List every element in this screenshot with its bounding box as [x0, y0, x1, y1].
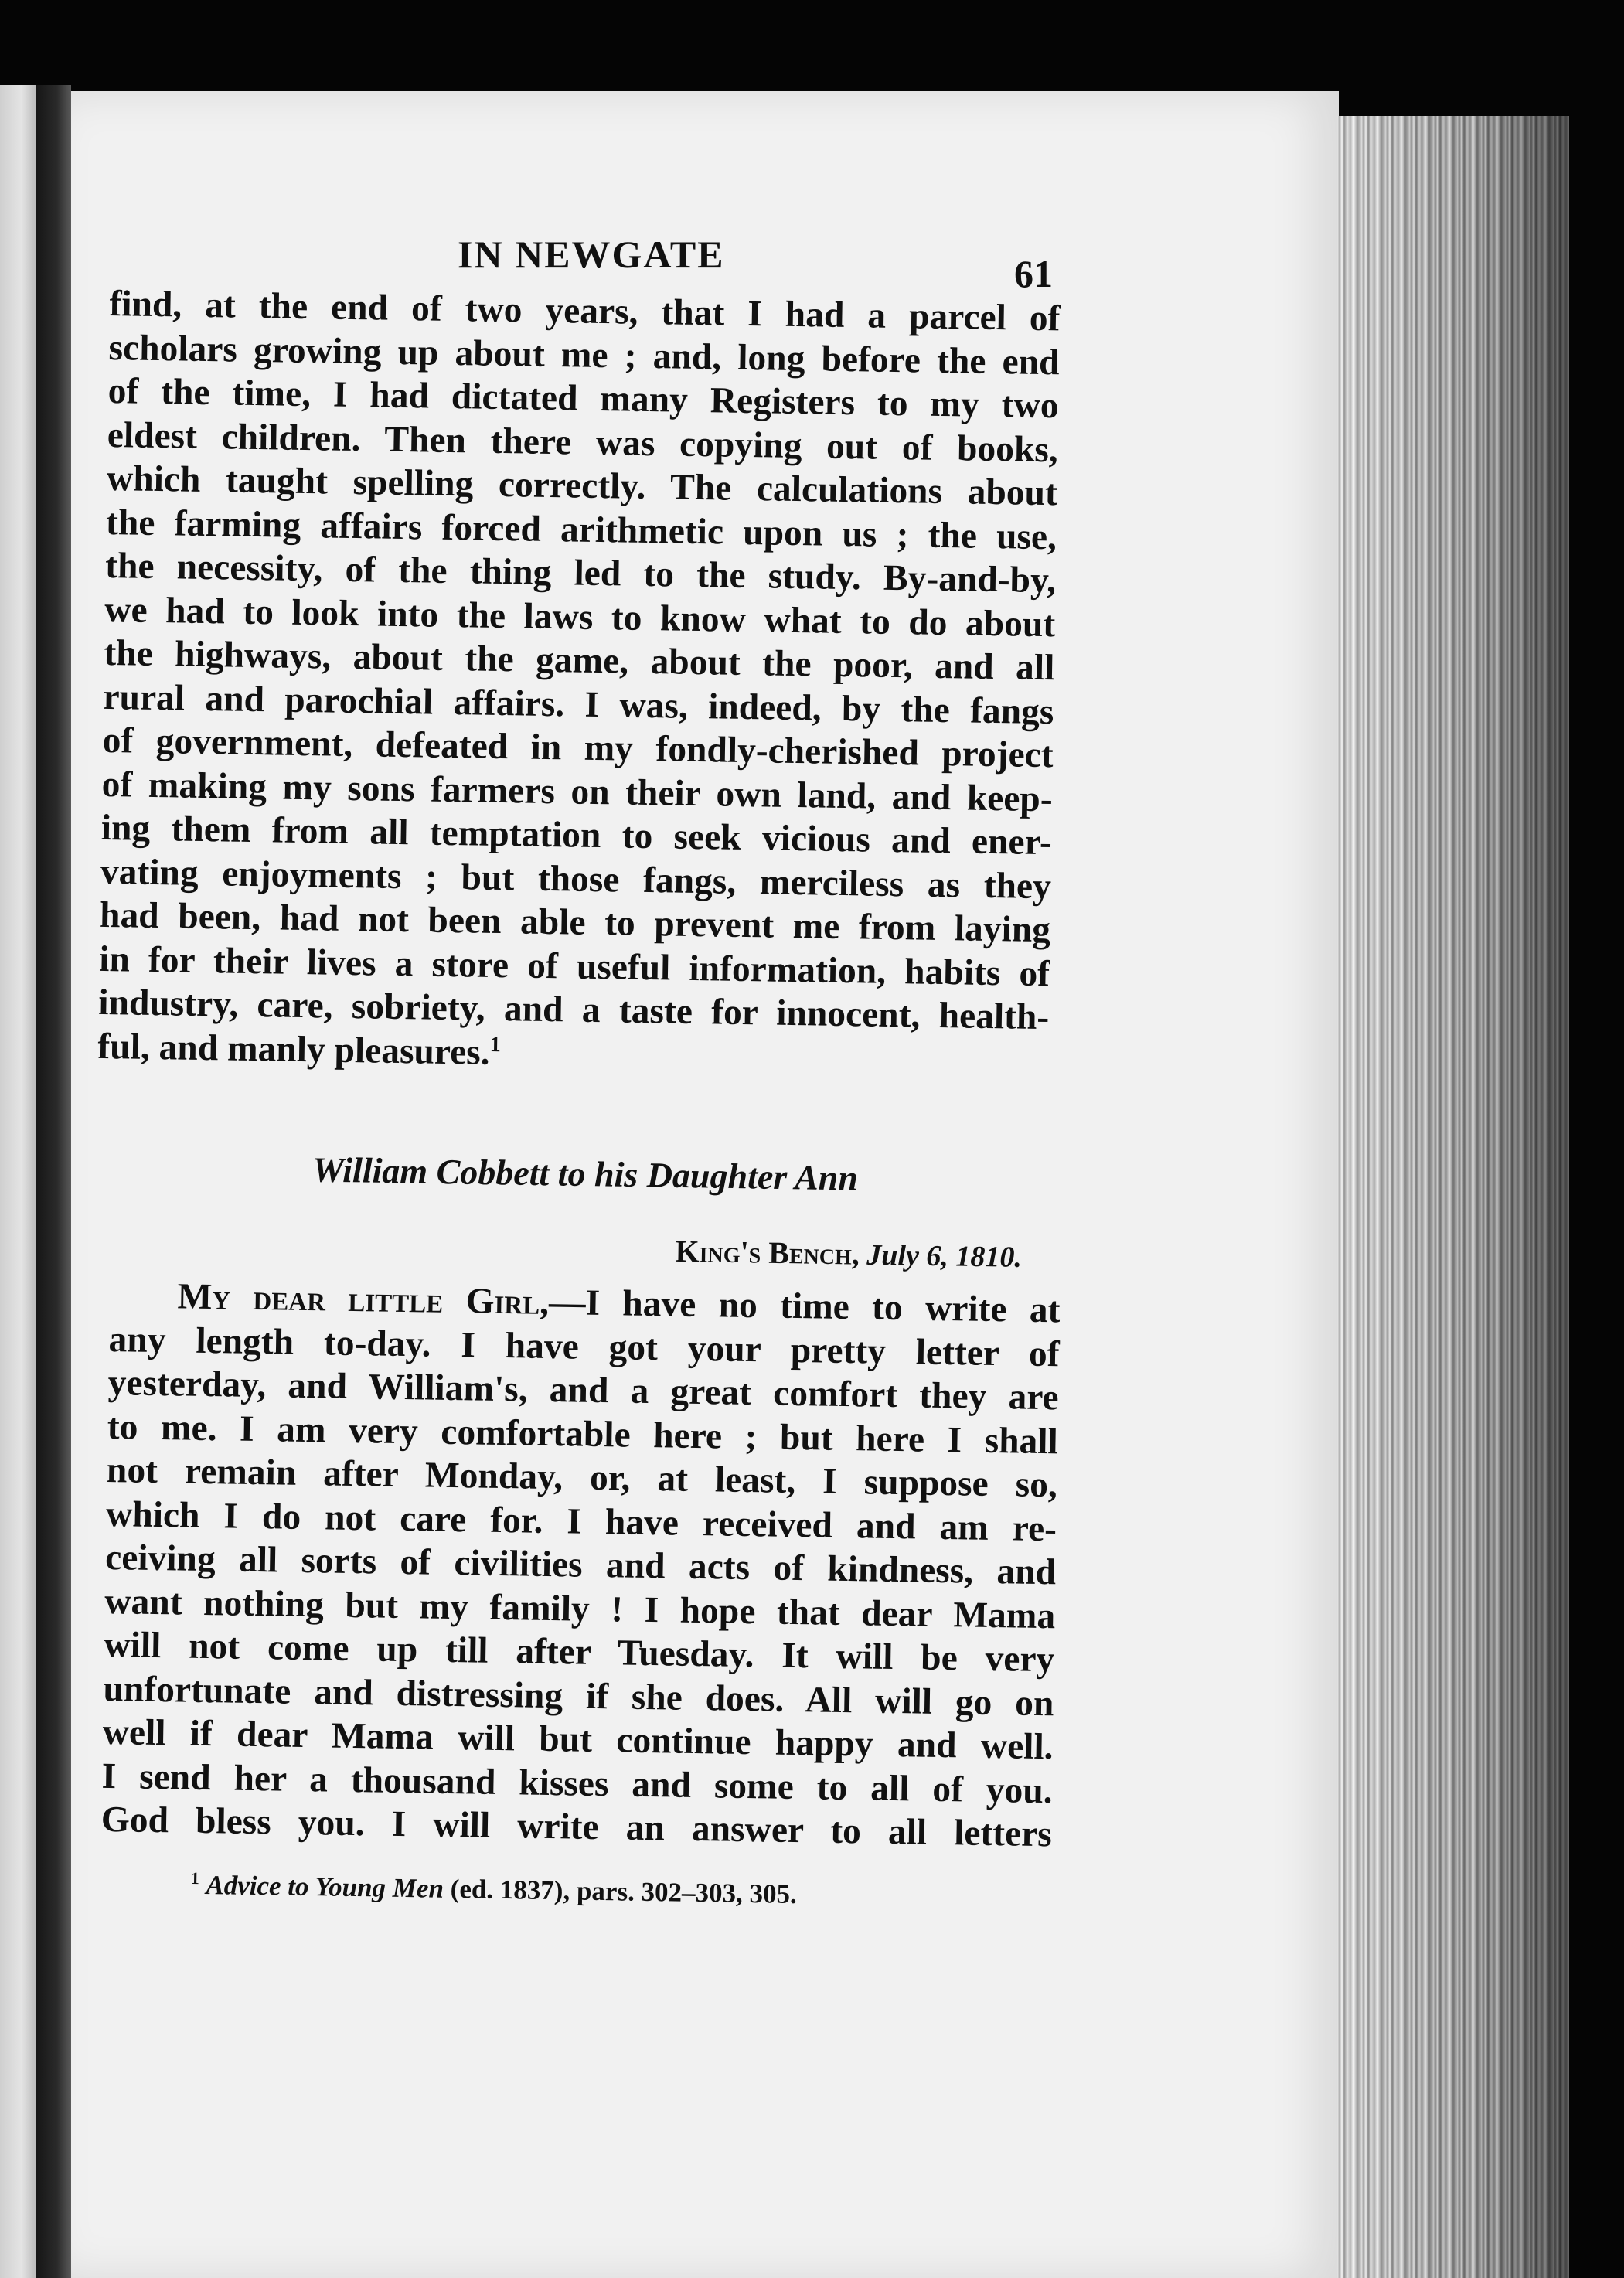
letter-first-line-rest: —I have no time to write at: [548, 1282, 1061, 1331]
passage-line: of the time, I had dictated many Registers to my two: [107, 370, 1060, 427]
quoted-passage: [97, 282, 1061, 1083]
passage-line: which taught spelling correctly. The calculations about: [106, 458, 1058, 514]
passage-line: the highways, about the game, about the poor, and all: [104, 632, 1055, 689]
passage-line: ful, and manly pleasures.$^1$: [97, 1026, 502, 1073]
letter-dateline: [110, 1224, 1061, 1275]
footnote-marker: 1: [190, 1868, 200, 1888]
footnote-rest: (ed. 1837), pars. 302–303, 305.: [450, 1873, 798, 1909]
letter-salutation: My dear little Girl,: [177, 1276, 550, 1323]
letter-heading: William Cobbett to his Daughter Ann: [312, 1149, 859, 1198]
letter-body: [100, 1274, 1060, 1857]
passage-line: the farming affairs forced arithmetic upon us ; the use,: [105, 502, 1057, 557]
letter-line: not remain after Monday, or, at least, I suppose so,: [106, 1449, 1058, 1506]
letter-line: well if dear Mama will but continue happy and well.: [102, 1711, 1054, 1768]
passage-line: industry, care, sobriety, and a taste for innocent, health-: [97, 982, 1050, 1038]
passage-line: had been, had not been able to prevent me from laying: [99, 894, 1051, 951]
page-stack-edge: [1337, 116, 1569, 2278]
letter-line: yesterday, and William's, and a great comfort they are: [107, 1362, 1060, 1418]
running-head-title: IN NEWGATE: [458, 233, 725, 276]
letter-line: which I do not care for. I have received and am re-: [105, 1493, 1057, 1549]
book-gutter: [36, 85, 71, 2278]
passage-footnote-marker: 1: [489, 1032, 502, 1057]
footnote-title: Advice to Young Men: [206, 1869, 444, 1904]
passage-line: find, at the end of two years, that I had a parcel of: [109, 283, 1061, 339]
passage-line: vating enjoyments ; but those fangs, merciless as they: [100, 851, 1052, 907]
passage-line: the necessity, of the thing led to the study. By-and-by,: [104, 545, 1057, 601]
letter-line: I send her a thousand kisses and some to all of you.: [101, 1755, 1054, 1811]
passage-line: ing them from all temptation to seek vicious and ener-: [100, 807, 1053, 863]
page-text: [97, 220, 1061, 1909]
letter-line: unfortunate and distressing if she does. All will go on: [103, 1668, 1054, 1724]
passage-line: eldest children. Then there was copying out of books,: [107, 414, 1059, 470]
letter-line: ceiving all sorts of civilities and acts of kindness, and: [104, 1537, 1057, 1593]
letter-line: any length to-day. I have got your pretty letter of: [108, 1319, 1060, 1374]
letter-line: God bless you. I will write an answer to all letters: [100, 1799, 1053, 1855]
running-head: [110, 220, 1061, 295]
passage-line: rural and parochial affairs. I was, indeed, by the fangs: [103, 676, 1054, 732]
page-number: 61: [1014, 252, 1053, 295]
letter-line: will not come up till after Tuesday. It will be very: [104, 1624, 1055, 1680]
passage-line: of government, defeated in my fondly-cherished project: [102, 720, 1054, 776]
passage-line: in for their lives a store of useful information, habits of: [98, 938, 1050, 994]
letter-line: to me. I am very comfortable here ; but here I shall: [107, 1406, 1059, 1462]
passage-line: of making my sons farmers on their own land, and keep-: [101, 764, 1054, 819]
dateline-place: King's Bench,: [675, 1233, 860, 1272]
facing-page-edge: [0, 85, 36, 2278]
dateline-date: July 6, 1810.: [866, 1238, 1023, 1274]
letter-line: want nothing but my family ! I hope that dear Mama: [104, 1581, 1056, 1636]
passage-line: scholars growing up about me ; and, long before the end: [108, 327, 1060, 383]
passage-line: we had to look into the laws to know what to do about: [104, 589, 1056, 645]
